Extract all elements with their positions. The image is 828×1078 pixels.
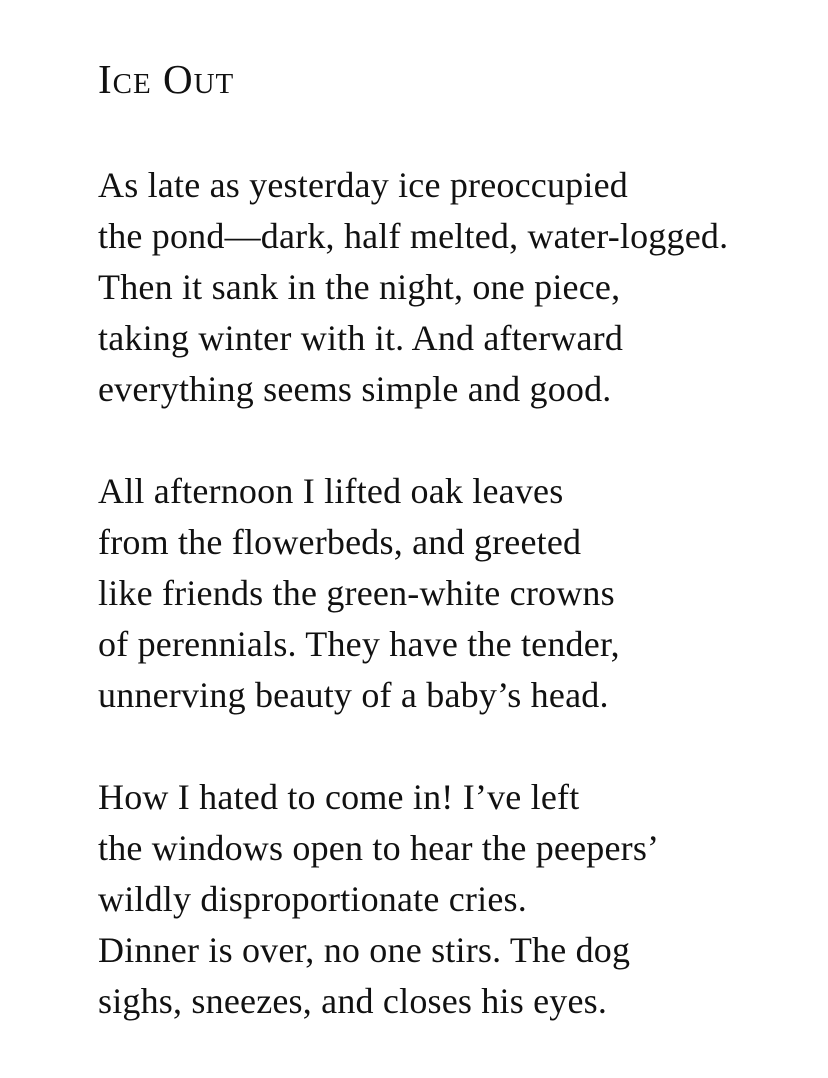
poem-line: of perennials. They have the tender, (98, 624, 620, 664)
stanza-3 (98, 772, 818, 1027)
poem-line: Then it sank in the night, one piece, (98, 267, 621, 307)
poem-line: from the flowerbeds, and greeted (98, 522, 582, 562)
poem-line: taking winter with it. And afterward (98, 318, 624, 358)
stanza-2 (98, 466, 818, 721)
poem-line: How I hated to come in! I’ve left (98, 777, 580, 817)
poem-page (98, 52, 818, 1078)
poem-line: the pond—dark, half melted, water-logged. (98, 216, 729, 256)
poem-line: everything seems simple and good. (98, 369, 612, 409)
poem-title: Ice Out (98, 56, 235, 102)
poem-line: wildly disproportionate cries. (98, 879, 527, 919)
poem-line: unnerving beauty of a baby’s head. (98, 675, 609, 715)
stanza-1 (98, 160, 818, 415)
poem-line: All afternoon I lifted oak leaves (98, 471, 564, 511)
poem-line: Dinner is over, no one stirs. The dog (98, 930, 631, 970)
poem-line: the windows open to hear the peepers’ (98, 828, 660, 868)
poem-line: As late as yesterday ice preoccupied (98, 165, 628, 205)
poem-line: sighs, sneezes, and closes his eyes. (98, 981, 608, 1021)
poem-line: like friends the green-white crowns (98, 573, 615, 613)
